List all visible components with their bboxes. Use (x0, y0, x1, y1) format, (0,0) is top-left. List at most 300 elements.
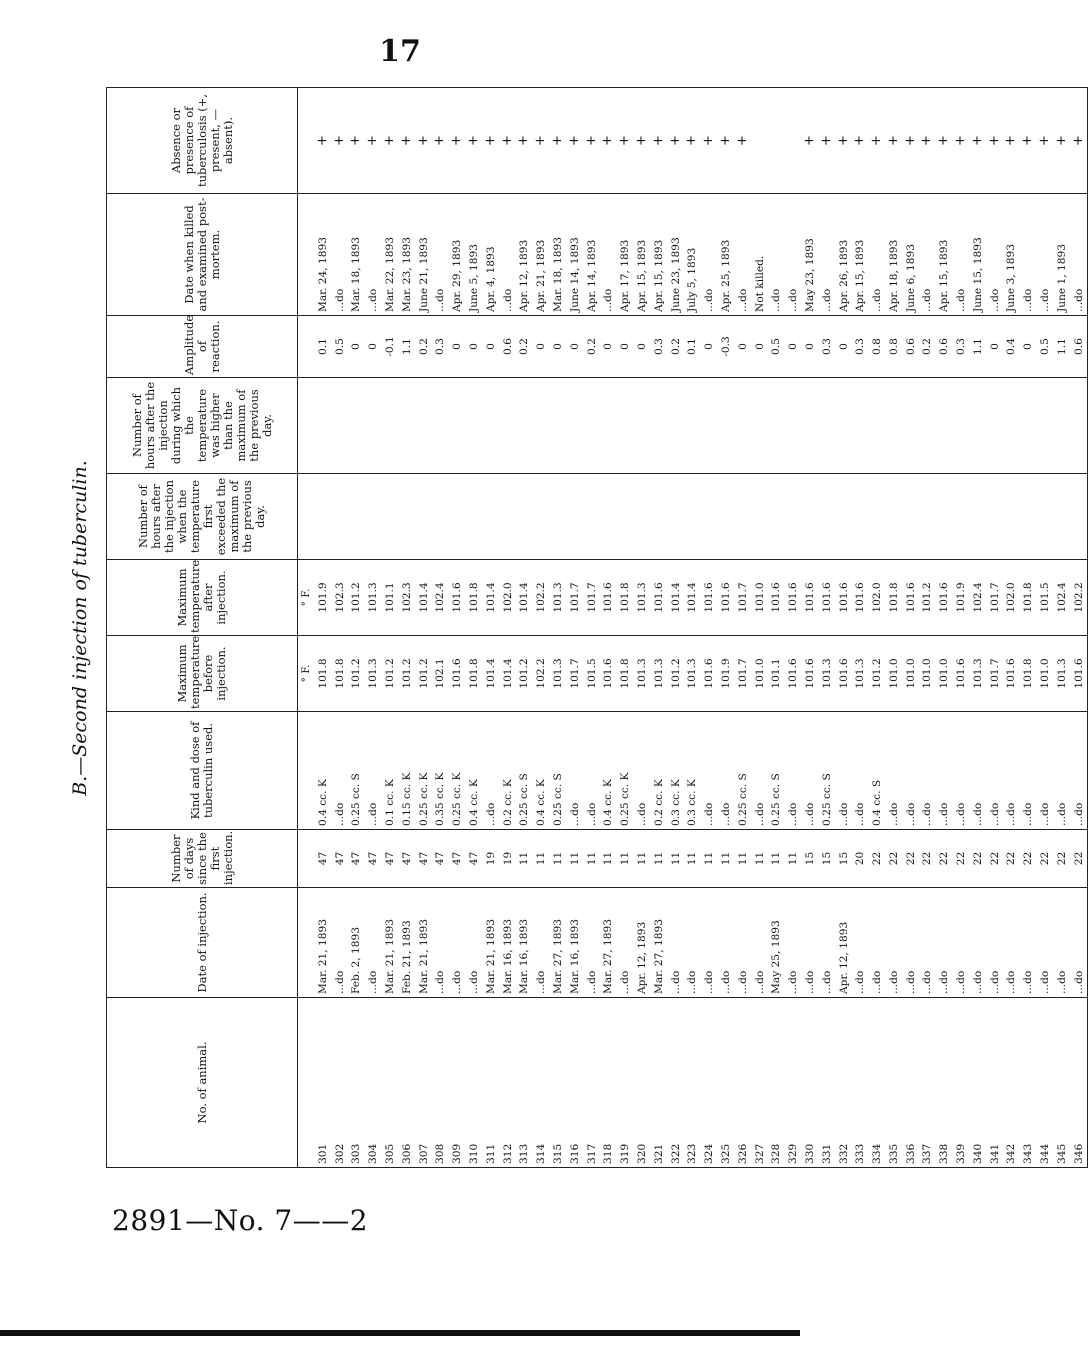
tuberculin-dose-cell: ...do (1020, 712, 1037, 830)
tuberculin-dose-cell: ...do (718, 712, 735, 830)
tuberculin-dose-cell: ...do (836, 712, 853, 830)
amplitude-cell: 1.1 (1054, 316, 1071, 378)
temp-before-cell: 101.2 (516, 636, 533, 712)
animal-number-cell: 320 (634, 998, 651, 1168)
amplitude-cell: 0.5 (1037, 316, 1054, 378)
days-since-cell: 11 (768, 830, 785, 888)
unit-cell (298, 998, 315, 1168)
hours-first-exceeded-cell (617, 474, 634, 560)
hours-first-exceeded-cell (668, 474, 685, 560)
temp-after-cell: 101.6 (903, 560, 920, 636)
tuberculosis-sign-cell: + (802, 88, 819, 194)
hours-higher-cell (651, 378, 668, 474)
tuberculosis-sign-cell (752, 88, 769, 194)
hours-first-exceeded-cell (718, 474, 735, 560)
temp-after-cell: 101.6 (651, 560, 668, 636)
hours-higher-cell (332, 378, 349, 474)
tuberculin-dose-cell: 0.35 cc. K (432, 712, 449, 830)
days-since-cell: 11 (668, 830, 685, 888)
temp-before-cell: 101.8 (617, 636, 634, 712)
tuberculosis-sign-cell: + (852, 88, 869, 194)
tuberculin-dose-cell: ...do (953, 712, 970, 830)
animal-number-cell: 327 (752, 998, 769, 1168)
temp-after-cell: 101.6 (701, 560, 718, 636)
temp-after-cell: 101.4 (516, 560, 533, 636)
killed-date-cell: ...do (953, 194, 970, 316)
tuberculosis-sign-cell: + (668, 88, 685, 194)
animal-number-cell: 303 (348, 998, 365, 1168)
table-row (500, 88, 517, 1168)
injection-date-cell: ...do (718, 888, 735, 998)
days-since-cell: 15 (819, 830, 836, 888)
table-row (987, 88, 1004, 1168)
tuberculin-dose-cell: 0.25 cc. K (449, 712, 466, 830)
table-row (903, 88, 920, 1168)
temp-before-cell: 101.8 (332, 636, 349, 712)
temp-after-cell: 102.4 (432, 560, 449, 636)
tuberculosis-sign-cell: + (684, 88, 701, 194)
animal-number-cell: 309 (449, 998, 466, 1168)
temp-after-cell: 101.6 (600, 560, 617, 636)
tuberculin-dose-cell: 0.25 cc. S (768, 712, 785, 830)
temp-before-cell: 102.1 (432, 636, 449, 712)
killed-date-cell: Apr. 12, 1893 (516, 194, 533, 316)
tuberculin-dose-cell: ...do (936, 712, 953, 830)
temp-before-cell: 101.3 (970, 636, 987, 712)
hours-higher-cell (953, 378, 970, 474)
hours-higher-cell (634, 378, 651, 474)
hours-higher-cell (399, 378, 416, 474)
injection-date-cell: Mar. 27, 1893 (550, 888, 567, 998)
injection-date-cell: ...do (432, 888, 449, 998)
temp-after-cell: 102.4 (1054, 560, 1071, 636)
days-since-cell: 11 (752, 830, 769, 888)
hours-higher-cell (903, 378, 920, 474)
animal-number-cell: 325 (718, 998, 735, 1168)
amplitude-cell: 0 (1020, 316, 1037, 378)
unit-cell (298, 474, 315, 560)
page-number: 17 (379, 34, 421, 69)
table-row (785, 88, 802, 1168)
hours-first-exceeded-cell (819, 474, 836, 560)
hours-higher-cell (785, 378, 802, 474)
footer-signature: 2891—No. 7——2 (112, 1204, 369, 1237)
amplitude-cell: 0.2 (516, 316, 533, 378)
hours-higher-cell (819, 378, 836, 474)
amplitude-cell: 0.2 (584, 316, 601, 378)
tuberculin-dose-cell: ...do (987, 712, 1004, 830)
header-cell: Number of days since the first injection. (107, 830, 298, 888)
unit-cell (298, 88, 315, 194)
hours-first-exceeded-cell (651, 474, 668, 560)
tuberculosis-sign-cell: + (701, 88, 718, 194)
temp-before-cell: 101.0 (752, 636, 769, 712)
hours-first-exceeded-cell (852, 474, 869, 560)
table-row (332, 88, 349, 1168)
table-row (735, 88, 752, 1168)
tuberculosis-sign-cell: + (1020, 88, 1037, 194)
days-since-cell: 22 (1054, 830, 1071, 888)
hours-first-exceeded-cell (634, 474, 651, 560)
hours-first-exceeded-cell (1054, 474, 1071, 560)
amplitude-cell: 0 (348, 316, 365, 378)
days-since-cell: 47 (315, 830, 332, 888)
tuberculin-dose-cell: 0.3 cc. K (668, 712, 685, 830)
tuberculosis-sign-cell: + (416, 88, 433, 194)
tuberculin-dose-cell: 0.15 cc. K (399, 712, 416, 830)
tuberculin-dose-cell: 0.25 cc. K (617, 712, 634, 830)
animal-number-cell: 316 (567, 998, 584, 1168)
tuberculin-dose-cell: ...do (1054, 712, 1071, 830)
animal-number-cell: 338 (936, 998, 953, 1168)
table-row (416, 88, 433, 1168)
temp-after-cell: 101.4 (684, 560, 701, 636)
injection-date-cell: Mar. 21, 1893 (483, 888, 500, 998)
killed-date-cell: ...do (701, 194, 718, 316)
hours-higher-cell (869, 378, 886, 474)
table-caption: B.—Second injection of tuberculin. (69, 460, 91, 796)
killed-date-cell: ...do (819, 194, 836, 316)
killed-date-cell: June 23, 1893 (668, 194, 685, 316)
days-since-cell: 22 (919, 830, 936, 888)
hours-higher-cell (802, 378, 819, 474)
table-row (1020, 88, 1037, 1168)
days-since-cell: 11 (785, 830, 802, 888)
amplitude-cell: 0.5 (332, 316, 349, 378)
hours-first-exceeded-cell (752, 474, 769, 560)
animal-number-cell: 334 (869, 998, 886, 1168)
temp-before-cell: 101.2 (869, 636, 886, 712)
rotated-table-region (60, 88, 1086, 1168)
tuberculin-dose-cell: ...do (365, 712, 382, 830)
hours-higher-cell (1020, 378, 1037, 474)
injection-date-cell: ...do (617, 888, 634, 998)
table-row (970, 88, 987, 1168)
tuberculin-dose-cell: ...do (903, 712, 920, 830)
tuberculosis-sign-cell: + (836, 88, 853, 194)
amplitude-cell: 0.3 (953, 316, 970, 378)
injection-date-cell: ...do (684, 888, 701, 998)
injection-date-cell: ...do (533, 888, 550, 998)
killed-date-cell: Apr. 21, 1893 (533, 194, 550, 316)
injection-date-cell: Mar. 16, 1893 (516, 888, 533, 998)
days-since-cell: 47 (449, 830, 466, 888)
killed-date-cell: June 3, 1893 (1003, 194, 1020, 316)
days-since-cell: 11 (718, 830, 735, 888)
killed-date-cell: ...do (365, 194, 382, 316)
injection-date-cell: ...do (1020, 888, 1037, 998)
killed-date-cell: Apr. 29, 1893 (449, 194, 466, 316)
temp-before-cell: 101.2 (382, 636, 399, 712)
days-since-cell: 47 (466, 830, 483, 888)
tuberculosis-sign-cell: + (365, 88, 382, 194)
tuberculosis-sign-cell: + (500, 88, 517, 194)
days-since-cell: 22 (953, 830, 970, 888)
unit-cell (298, 712, 315, 830)
animal-number-cell: 314 (533, 998, 550, 1168)
tuberculosis-sign-cell: + (315, 88, 332, 194)
temp-before-cell: 101.6 (836, 636, 853, 712)
temp-after-cell: 101.7 (987, 560, 1004, 636)
tuberculin-dose-cell: 0.25 cc. S (516, 712, 533, 830)
table-row (1054, 88, 1071, 1168)
unit-cell (298, 830, 315, 888)
killed-date-cell: ...do (869, 194, 886, 316)
temp-before-cell: 101.2 (416, 636, 433, 712)
temp-after-cell: 102.3 (399, 560, 416, 636)
injection-date-cell: ...do (1054, 888, 1071, 998)
animal-number-cell: 328 (768, 998, 785, 1168)
tuberculosis-sign-cell: + (584, 88, 601, 194)
hours-first-exceeded-cell (315, 474, 332, 560)
tuberculin-dose-cell: ...do (970, 712, 987, 830)
days-since-cell: 19 (500, 830, 517, 888)
killed-date-cell: ...do (1020, 194, 1037, 316)
animal-number-cell: 337 (919, 998, 936, 1168)
table-row (953, 88, 970, 1168)
tuberculosis-sign-cell: + (567, 88, 584, 194)
amplitude-cell: -0.1 (382, 316, 399, 378)
injection-date-cell: ...do (970, 888, 987, 998)
hours-first-exceeded-cell (936, 474, 953, 560)
tuberculosis-sign-cell (785, 88, 802, 194)
tuberculosis-sign-cell: + (617, 88, 634, 194)
hours-higher-cell (752, 378, 769, 474)
temp-before-cell: 101.9 (718, 636, 735, 712)
animal-number-cell: 312 (500, 998, 517, 1168)
temp-before-cell: 101.4 (483, 636, 500, 712)
temp-after-cell: 101.6 (768, 560, 785, 636)
temp-before-cell: 101.3 (1054, 636, 1071, 712)
temp-before-cell: 101.2 (348, 636, 365, 712)
temp-after-cell: 101.2 (348, 560, 365, 636)
amplitude-cell: 0.6 (500, 316, 517, 378)
temp-before-cell: 102.2 (533, 636, 550, 712)
days-since-cell: 15 (836, 830, 853, 888)
tuberculosis-sign-cell: + (516, 88, 533, 194)
table-row (668, 88, 685, 1168)
killed-date-cell: Mar. 24, 1893 (315, 194, 332, 316)
killed-date-cell: Apr. 15, 1893 (634, 194, 651, 316)
hours-first-exceeded-cell (802, 474, 819, 560)
hours-higher-cell (449, 378, 466, 474)
injection-date-cell: ...do (903, 888, 920, 998)
days-since-cell: 11 (634, 830, 651, 888)
header-cell: Date when killed and examined post-mortem. (107, 194, 298, 316)
amplitude-cell: 0 (617, 316, 634, 378)
hours-higher-cell (600, 378, 617, 474)
killed-date-cell: Mar. 22, 1893 (382, 194, 399, 316)
bottom-rule (0, 1330, 800, 1336)
tuberculosis-sign-cell: + (432, 88, 449, 194)
temp-after-cell: 101.6 (802, 560, 819, 636)
tuberculosis-sign-cell: + (819, 88, 836, 194)
tuberculin-dose-cell: ...do (1071, 712, 1088, 830)
tuberculin-dose-cell: ...do (634, 712, 651, 830)
temp-after-cell: 101.5 (1037, 560, 1054, 636)
killed-date-cell: Not killed. (752, 194, 769, 316)
temp-before-cell: 101.6 (785, 636, 802, 712)
amplitude-cell: 1.1 (399, 316, 416, 378)
tuberculin-dose-cell: ...do (886, 712, 903, 830)
unit-cell (298, 316, 315, 378)
amplitude-cell: 0 (836, 316, 853, 378)
days-since-cell: 11 (617, 830, 634, 888)
injection-date-cell: ...do (785, 888, 802, 998)
hours-first-exceeded-cell (500, 474, 517, 560)
temp-after-cell: 101.6 (936, 560, 953, 636)
hours-first-exceeded-cell (600, 474, 617, 560)
days-since-cell: 47 (348, 830, 365, 888)
days-since-cell: 22 (936, 830, 953, 888)
temp-before-cell: 101.6 (1071, 636, 1088, 712)
injection-date-cell: Mar. 16, 1893 (500, 888, 517, 998)
amplitude-cell: 0.8 (869, 316, 886, 378)
killed-date-cell: Mar. 23, 1893 (399, 194, 416, 316)
animal-number-cell: 302 (332, 998, 349, 1168)
tuberculin-dose-cell: 0.1 cc. K (382, 712, 399, 830)
injection-date-cell: ...do (668, 888, 685, 998)
hours-higher-cell (584, 378, 601, 474)
table-row (936, 88, 953, 1168)
hours-higher-cell (500, 378, 517, 474)
injection-date-cell: ...do (886, 888, 903, 998)
table-row (634, 88, 651, 1168)
tuberculosis-sign-cell: + (449, 88, 466, 194)
temp-after-cell: 102.3 (332, 560, 349, 636)
table-row (550, 88, 567, 1168)
units-row (298, 88, 315, 1168)
tuberculin-dose-cell: ...do (1037, 712, 1054, 830)
amplitude-cell: 0 (550, 316, 567, 378)
table-row (466, 88, 483, 1168)
hours-first-exceeded-cell (1003, 474, 1020, 560)
amplitude-cell: 0.2 (919, 316, 936, 378)
killed-date-cell: ...do (768, 194, 785, 316)
hours-higher-cell (735, 378, 752, 474)
hours-first-exceeded-cell (735, 474, 752, 560)
hours-higher-cell (836, 378, 853, 474)
animal-number-cell: 324 (701, 998, 718, 1168)
temp-before-cell: 101.6 (802, 636, 819, 712)
amplitude-cell: 0.2 (668, 316, 685, 378)
header-cell: Maximum temperature after injection. (107, 560, 298, 636)
amplitude-cell: 0.5 (768, 316, 785, 378)
killed-date-cell: June 15, 1893 (970, 194, 987, 316)
temp-after-cell: 101.2 (919, 560, 936, 636)
temp-before-cell: 101.6 (600, 636, 617, 712)
tuberculin-dose-cell: 0.4 cc. K (466, 712, 483, 830)
days-since-cell: 47 (432, 830, 449, 888)
tuberculosis-sign-cell: + (466, 88, 483, 194)
hours-first-exceeded-cell (332, 474, 349, 560)
unit-cell: ° F. (298, 560, 315, 636)
hours-higher-cell (533, 378, 550, 474)
tuberculin-dose-cell: 0.25 cc. S (819, 712, 836, 830)
tuberculin-dose-cell: ...do (802, 712, 819, 830)
hours-higher-cell (466, 378, 483, 474)
animal-number-cell: 336 (903, 998, 920, 1168)
tuberculin-dose-cell: ...do (785, 712, 802, 830)
animal-number-cell: 343 (1020, 998, 1037, 1168)
days-since-cell: 11 (684, 830, 701, 888)
table-row (869, 88, 886, 1168)
animal-number-cell: 332 (836, 998, 853, 1168)
table-row (684, 88, 701, 1168)
hours-higher-cell (852, 378, 869, 474)
amplitude-cell: 0 (600, 316, 617, 378)
temp-before-cell: 101.2 (668, 636, 685, 712)
table-row (1037, 88, 1054, 1168)
amplitude-cell: 0.3 (432, 316, 449, 378)
animal-number-cell: 342 (1003, 998, 1020, 1168)
temp-after-cell: 101.6 (819, 560, 836, 636)
hours-higher-cell (550, 378, 567, 474)
injection-date-cell: ...do (852, 888, 869, 998)
header-row (107, 88, 298, 1168)
amplitude-cell: 1.1 (970, 316, 987, 378)
killed-date-cell: June 14, 1893 (567, 194, 584, 316)
animal-number-cell: 313 (516, 998, 533, 1168)
temp-after-cell: 102.0 (869, 560, 886, 636)
injection-date-cell: Mar. 21, 1893 (416, 888, 433, 998)
table-row (836, 88, 853, 1168)
tuberculin-table (106, 87, 1088, 1168)
temp-after-cell: 101.6 (785, 560, 802, 636)
temp-before-cell: 101.1 (768, 636, 785, 712)
amplitude-cell: 0.3 (819, 316, 836, 378)
days-since-cell: 22 (987, 830, 1004, 888)
tuberculosis-sign-cell: + (399, 88, 416, 194)
injection-date-cell: ...do (701, 888, 718, 998)
tuberculosis-sign-cell: + (1037, 88, 1054, 194)
amplitude-cell: 0.6 (1071, 316, 1088, 378)
table-row (852, 88, 869, 1168)
table-row (819, 88, 836, 1168)
hours-first-exceeded-cell (785, 474, 802, 560)
tuberculosis-sign-cell: + (869, 88, 886, 194)
injection-date-cell: May 25, 1893 (768, 888, 785, 998)
animal-number-cell: 345 (1054, 998, 1071, 1168)
killed-date-cell: Apr. 15, 1893 (936, 194, 953, 316)
animal-number-cell: 331 (819, 998, 836, 1168)
temp-before-cell: 101.0 (1037, 636, 1054, 712)
temp-after-cell: 101.7 (735, 560, 752, 636)
temp-after-cell: 101.8 (617, 560, 634, 636)
temp-after-cell: 102.2 (533, 560, 550, 636)
animal-number-cell: 339 (953, 998, 970, 1168)
tuberculin-dose-cell: 0.2 cc. K (500, 712, 517, 830)
tuberculosis-sign-cell: + (1071, 88, 1088, 194)
tuberculosis-sign-cell: + (550, 88, 567, 194)
temp-after-cell: 101.4 (483, 560, 500, 636)
table-row (718, 88, 735, 1168)
temp-after-cell: 102.4 (970, 560, 987, 636)
days-since-cell: 11 (701, 830, 718, 888)
injection-date-cell: Mar. 16, 1893 (567, 888, 584, 998)
injection-date-cell: ...do (987, 888, 1004, 998)
header-cell: Date of injection. (107, 888, 298, 998)
killed-date-cell: June 6, 1893 (903, 194, 920, 316)
days-since-cell: 47 (365, 830, 382, 888)
tuberculin-dose-cell: ...do (852, 712, 869, 830)
tuberculosis-sign-cell: + (332, 88, 349, 194)
animal-number-cell: 308 (432, 998, 449, 1168)
amplitude-cell: 0 (365, 316, 382, 378)
days-since-cell: 22 (886, 830, 903, 888)
temp-before-cell: 101.3 (550, 636, 567, 712)
animal-number-cell: 310 (466, 998, 483, 1168)
